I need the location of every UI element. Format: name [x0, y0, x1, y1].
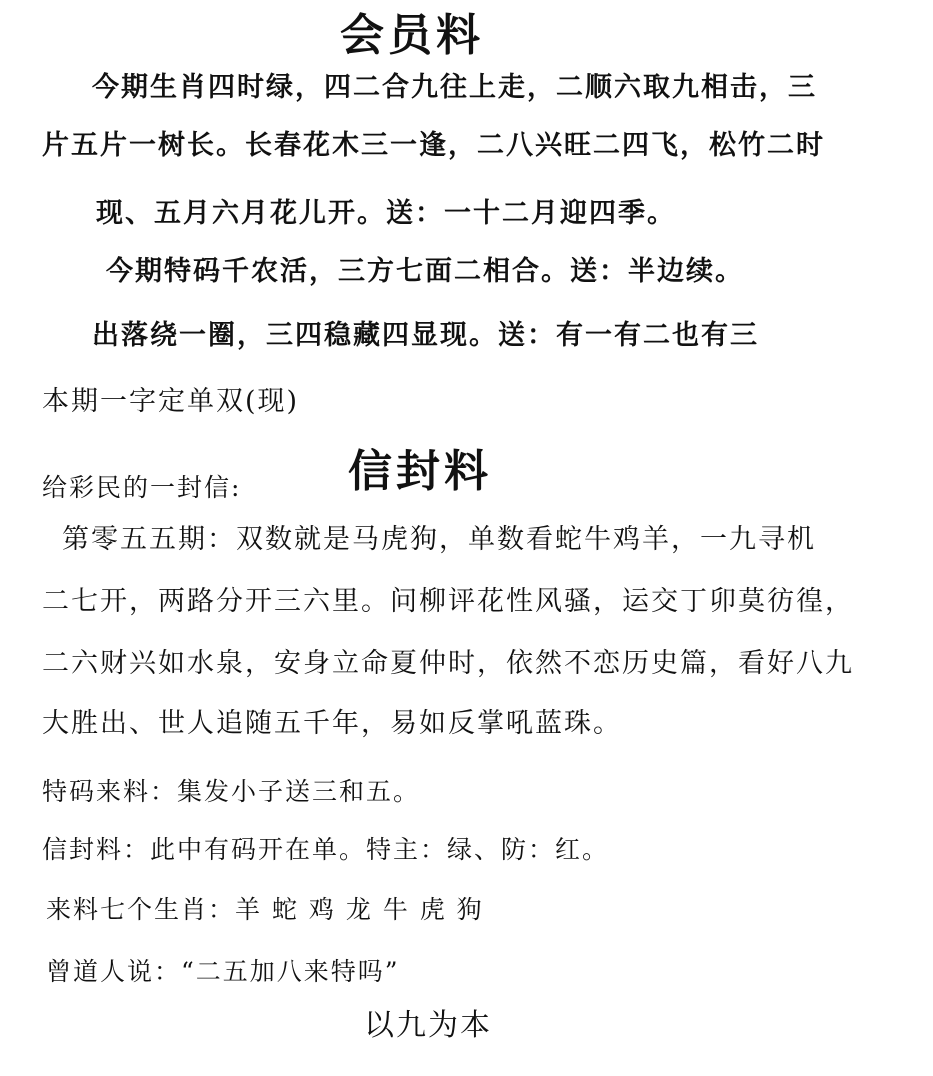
member-line-2: 片五片一树长。长春花木三一逢，二八兴旺二四飞，松竹二时	[42, 130, 825, 161]
member-line-3: 现、五月六月花儿开。送：一十二月迎四季。	[96, 198, 676, 229]
letter-line-4: 大胜出、世人追随五千年，易如反掌吼蓝珠。	[42, 708, 622, 739]
special-code-line: 特码来料：集发小子送三和五。	[42, 777, 421, 806]
member-title: 会员料	[340, 10, 484, 61]
member-line-5: 出落绕一圈，三四稳藏四显现。送：有一有二也有三	[92, 320, 759, 351]
member-line-1: 今期生肖四时绿，四二合九往上走，二顺六取九相击，三	[92, 72, 817, 103]
letter-intro: 给彩民的一封信:	[42, 473, 242, 502]
letter-line-2: 二七开，两路分开三六里。问柳评花性风骚，运交丁卯莫彷徨，	[42, 586, 854, 617]
letter-line-3: 二六财兴如水泉，安身立命夏仲时，依然不恋历史篇，看好八九	[42, 648, 854, 679]
envelope-line: 信封料：此中有码开在单。特主：绿、防：红。	[42, 835, 610, 864]
footer-line: 以九为本	[364, 1008, 492, 1043]
member-line-4: 今期特码千农活，三方七面二相合。送：半边续。	[106, 256, 744, 287]
letter-title: 信封料	[348, 446, 492, 497]
letter-line-1: 第零五五期：双数就是马虎狗，单数看蛇牛鸡羊，一九寻机	[62, 524, 816, 555]
member-line-6: 本期一字定单双(现)	[42, 386, 300, 417]
quote-line: 曾道人说：“二五加八来特吗”	[46, 957, 400, 986]
seven-zodiac-line: 来料七个生肖：羊 蛇 鸡 龙 牛 虎 狗	[46, 895, 484, 924]
